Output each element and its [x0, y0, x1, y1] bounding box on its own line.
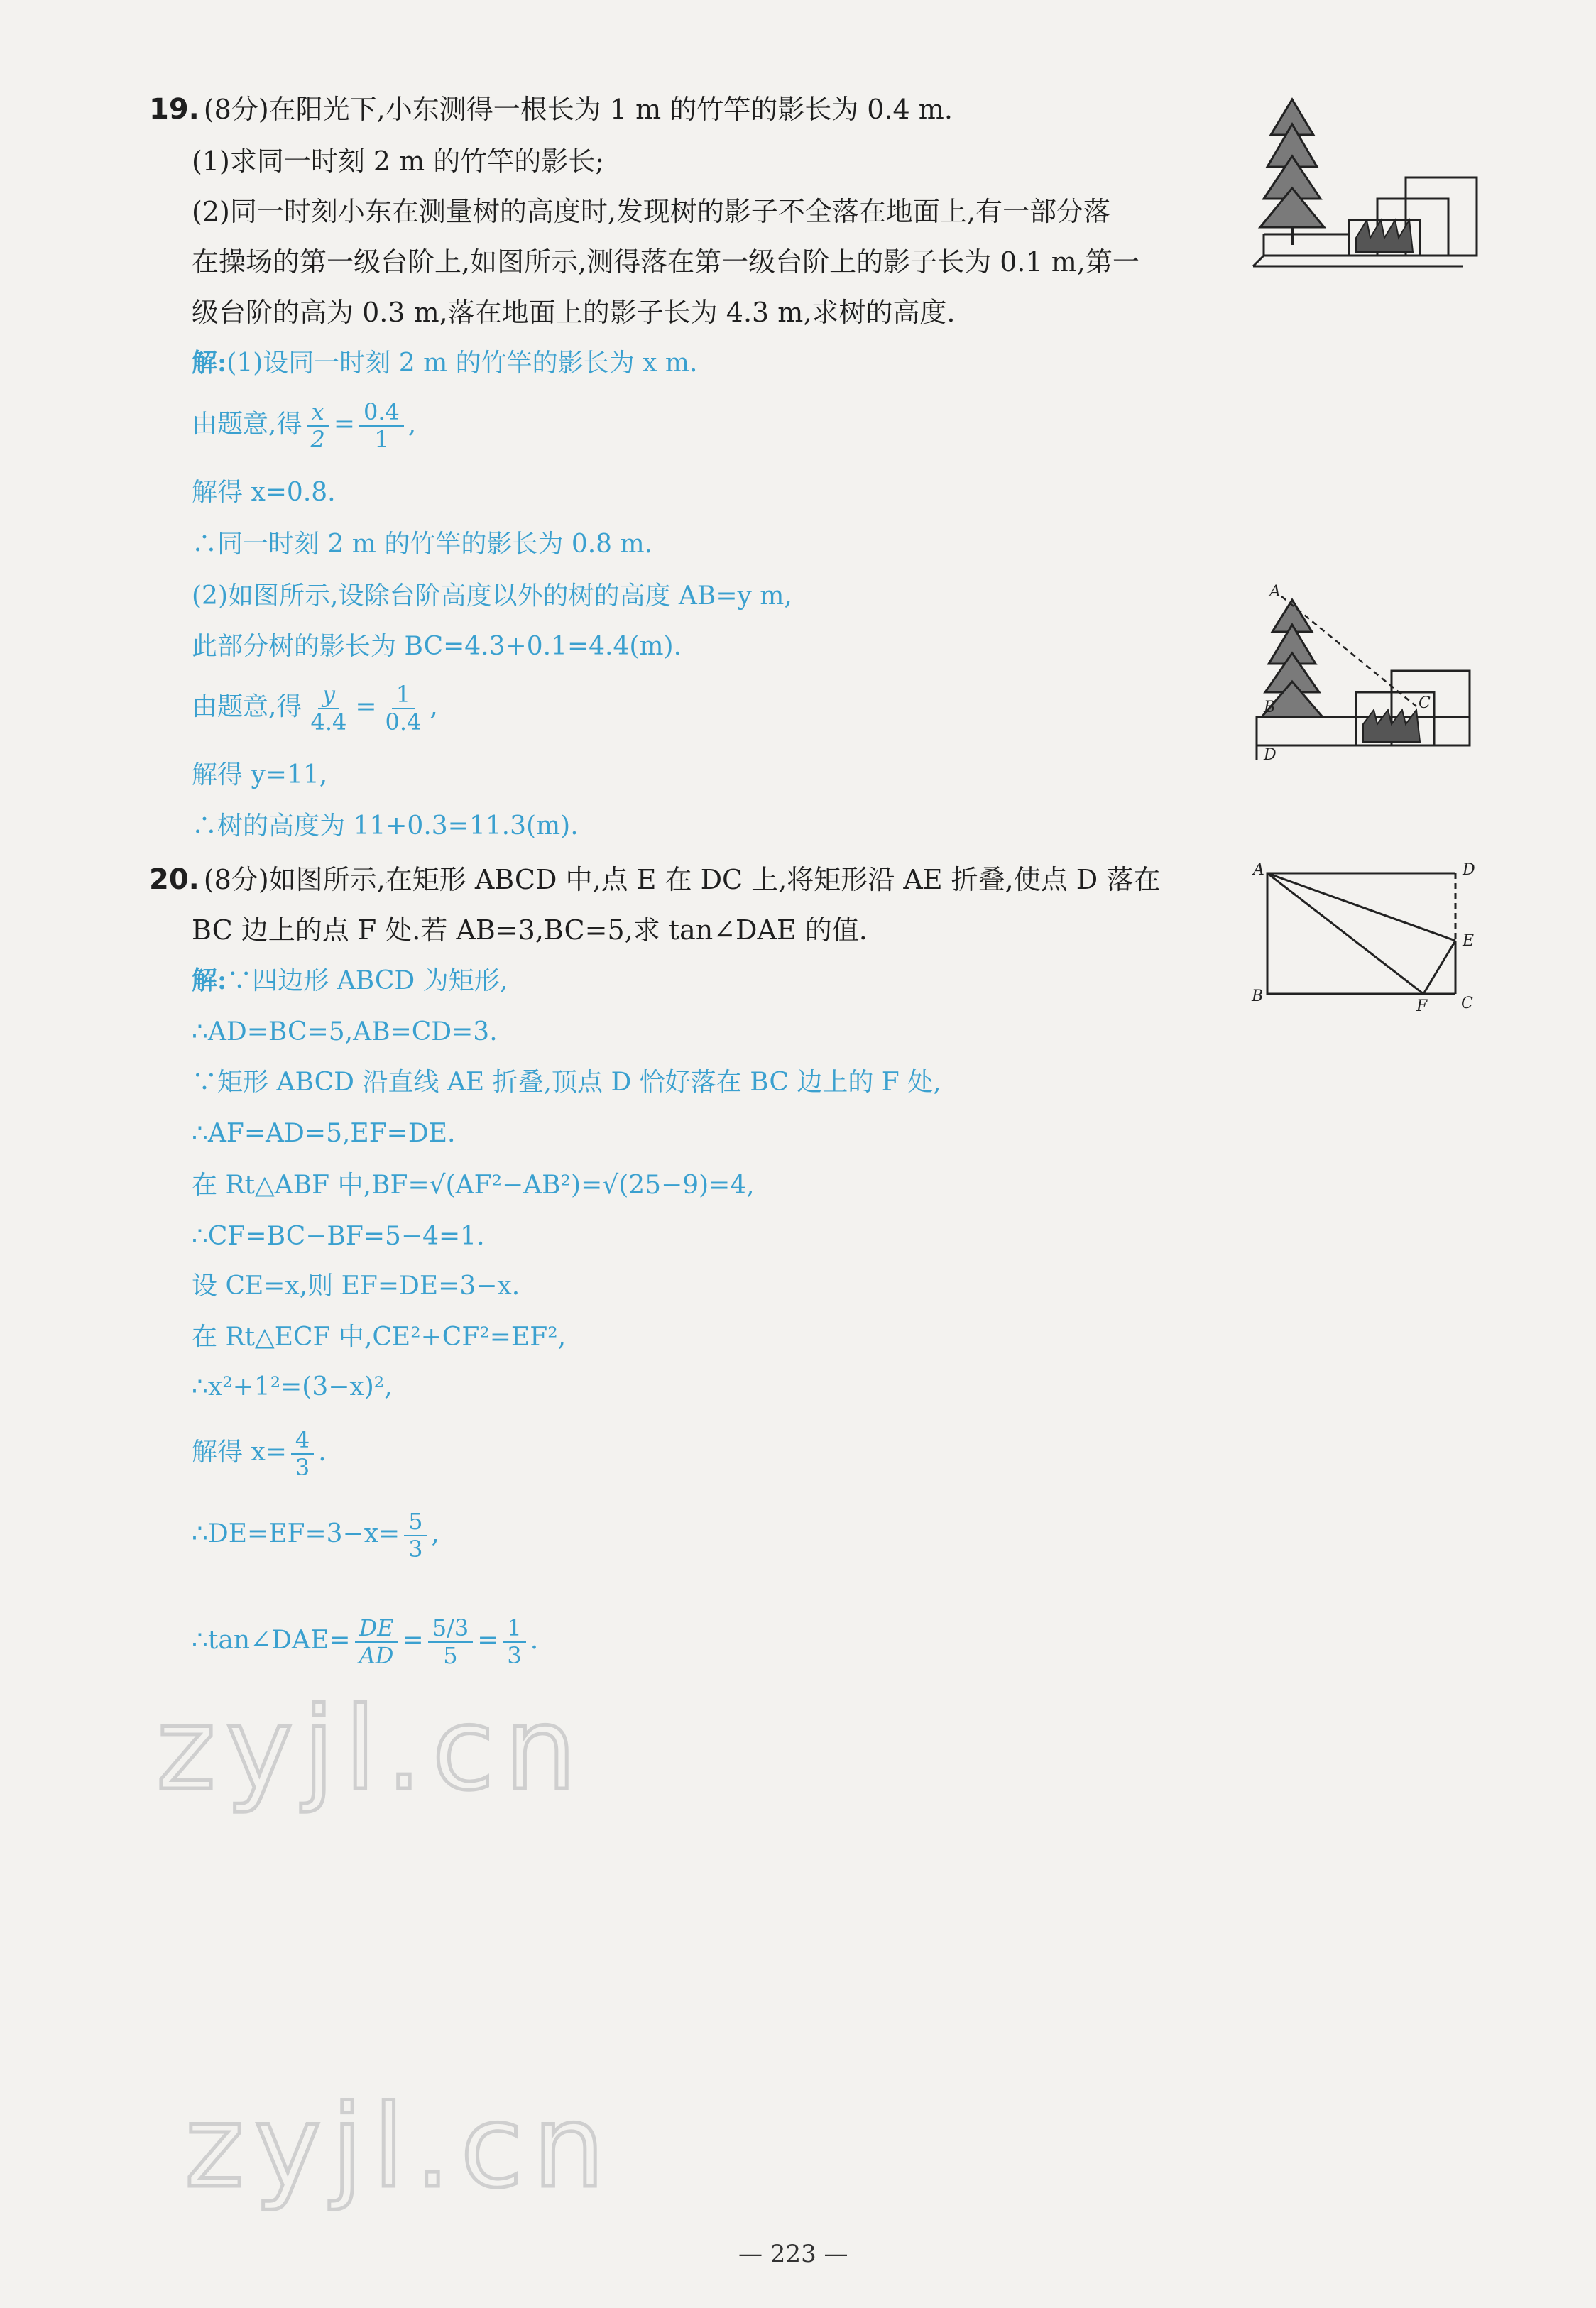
label-F: F	[1416, 997, 1428, 1015]
q20-frac-DE-AD	[355, 1615, 398, 1669]
q19-s7-pre: 由题意,得	[192, 691, 302, 721]
frac-numerator: 5/3	[428, 1615, 474, 1643]
frac-denominator: 3	[295, 1453, 310, 1481]
q20-solution-line7: 设 CE=x,则 EF=DE=3−x.	[192, 1271, 520, 1301]
equals-sign: =	[355, 691, 377, 721]
q19-tree-steps-figure	[1250, 92, 1484, 270]
frac-denominator: 3	[408, 1535, 423, 1563]
q19-part2-line2: 在操场的第一级台阶上,如图所示,测得落在第一级台阶上的影子长为 0.1 m,第一	[192, 246, 1139, 278]
q19-stem	[149, 92, 953, 126]
q20-solution-line3: ∵矩形 ABCD 沿直线 AE 折叠,顶点 D 恰好落在 BC 边上的 F 处,	[192, 1068, 941, 1097]
q20-solution-line9: ∴x²+1²=(3−x)²,	[192, 1372, 393, 1401]
q20-solution-line5: 在 Rt△ABF 中,BF=√(AF²−AB²)=√(25−9)=4,	[192, 1171, 755, 1200]
q20-rectangle-figure	[1246, 859, 1491, 1019]
equals-sign: =	[402, 1625, 424, 1655]
q19-frac-x-2	[306, 399, 329, 453]
q20-frac-5-3	[404, 1509, 427, 1563]
label-B: B	[1252, 988, 1264, 1005]
punct: ,	[408, 409, 417, 439]
equals-sign: =	[333, 409, 355, 439]
label-A: A	[1269, 583, 1281, 601]
punct: .	[530, 1625, 539, 1655]
frac-numerator: 1	[503, 1615, 525, 1643]
q20-solution-line4: ∴AF=AD=5,EF=DE.	[192, 1119, 456, 1148]
q20-frac-4-3	[291, 1427, 314, 1481]
q20-solution-line1	[192, 966, 508, 996]
q19-solution-line9: ∴树的高度为 11+0.3=11.3(m).	[192, 811, 579, 841]
q19-solution-line7	[192, 682, 438, 735]
frac-denominator: 3	[507, 1641, 522, 1669]
q19-number: 19.	[149, 93, 200, 126]
q19-part1: (1)求同一时刻 2 m 的竹竿的影长;	[192, 146, 605, 177]
q20-solution-line6: ∴CF=BC−BF=5−4=1.	[192, 1222, 485, 1251]
q20-s10-pre: 解得 x=	[192, 1437, 287, 1467]
watermark-upper: zyjl.cn	[156, 1683, 586, 1815]
frac-numerator: 4	[291, 1427, 314, 1455]
label-E: E	[1463, 932, 1475, 950]
q20-solution-line10	[192, 1427, 327, 1481]
q20-stem-line2: BC 边上的点 F 处.若 AB=3,BC=5,求 tan∠DAE 的值.	[192, 914, 868, 946]
q19-solution-line4: ∴同一时刻 2 m 的竹竿的影长为 0.8 m.	[192, 530, 653, 559]
frac-denominator: 2	[310, 425, 325, 453]
frac-numerator: 1	[392, 682, 415, 709]
label-C: C	[1461, 995, 1473, 1012]
frac-denominator: 1	[374, 425, 389, 453]
q20-number: 20.	[149, 863, 200, 896]
label-B: B	[1264, 699, 1276, 716]
frac-numerator: x	[307, 399, 329, 427]
page-number: — 223 —	[738, 2240, 848, 2268]
q19-s2-pre: 由题意,得	[192, 409, 302, 439]
q20-solution-line12	[192, 1615, 538, 1669]
q19-part2-line1: (2)同一时刻小东在测量树的高度时,发现树的影子不全落在地面上,有一部分落	[192, 196, 1110, 227]
q20-solution-label: 解:	[192, 966, 227, 995]
frac-denominator: 0.4	[385, 708, 422, 735]
q19-s1: (1)设同一时刻 2 m 的竹竿的影长为 x m.	[226, 349, 698, 378]
frac-numerator: DE	[355, 1615, 398, 1643]
q19-stem-text: (8分)在阳光下,小东测得一根长为 1 m 的竹竿的影长为 0.4 m.	[203, 94, 953, 125]
q19-frac-04-1	[359, 399, 404, 453]
frac-numerator: 0.4	[359, 399, 404, 427]
label-D: D	[1264, 746, 1277, 763]
q20-frac-53-5	[428, 1615, 474, 1669]
q20-stem-text1: (8分)如图所示,在矩形 ABCD 中,点 E 在 DC 上,将矩形沿 AE 折叠,使点 D 落在	[203, 864, 1161, 895]
q19-frac-y-44	[306, 682, 351, 735]
frac-denominator: 4.4	[310, 708, 347, 735]
punct: ,	[430, 691, 438, 721]
frac-numerator: 5	[404, 1509, 427, 1536]
q19-solution-line3: 解得 x=0.8.	[192, 478, 336, 507]
q20-s11-pre: ∴DE=EF=3−x=	[192, 1519, 400, 1548]
q19-part2-line3: 级台阶的高为 0.3 m,落在地面上的影子长为 4.3 m,求树的高度.	[192, 297, 956, 328]
punct: .	[318, 1437, 327, 1467]
equals-sign: =	[477, 1625, 499, 1655]
q20-solution-line11	[192, 1509, 439, 1563]
punct: ,	[431, 1519, 439, 1548]
q20-solution-line8: 在 Rt△ECF 中,CE²+CF²=EF²,	[192, 1323, 567, 1352]
label-D: D	[1463, 861, 1475, 879]
frac-denominator: AD	[359, 1641, 394, 1669]
q19-solution-line8: 解得 y=11,	[192, 760, 328, 789]
frac-denominator: 5	[443, 1641, 458, 1669]
watermark-lower: zyjl.cn	[185, 2080, 615, 2213]
q19-labeled-figure	[1250, 579, 1484, 763]
q20-s1: ∵四边形 ABCD 为矩形,	[226, 966, 508, 995]
q19-solution-line6: 此部分树的影长为 BC=4.3+0.1=4.4(m).	[192, 632, 682, 661]
q19-solution-label: 解:	[192, 348, 227, 378]
q19-solution-line5: (2)如图所示,设除台阶高度以外的树的高度 AB=y m,	[192, 581, 792, 611]
q20-solution-line2: ∴AD=BC=5,AB=CD=3.	[192, 1017, 498, 1046]
q20-frac-1-3	[503, 1615, 525, 1669]
frac-numerator: y	[318, 682, 339, 709]
q20-stem-line1	[149, 863, 1160, 897]
q19-frac-1-04	[381, 682, 426, 735]
label-A: A	[1253, 861, 1264, 879]
q19-solution-line1	[192, 348, 697, 378]
label-C: C	[1419, 694, 1431, 712]
q19-solution-line2	[192, 399, 416, 453]
q20-s12-pre: ∴tan∠DAE=	[192, 1625, 351, 1655]
